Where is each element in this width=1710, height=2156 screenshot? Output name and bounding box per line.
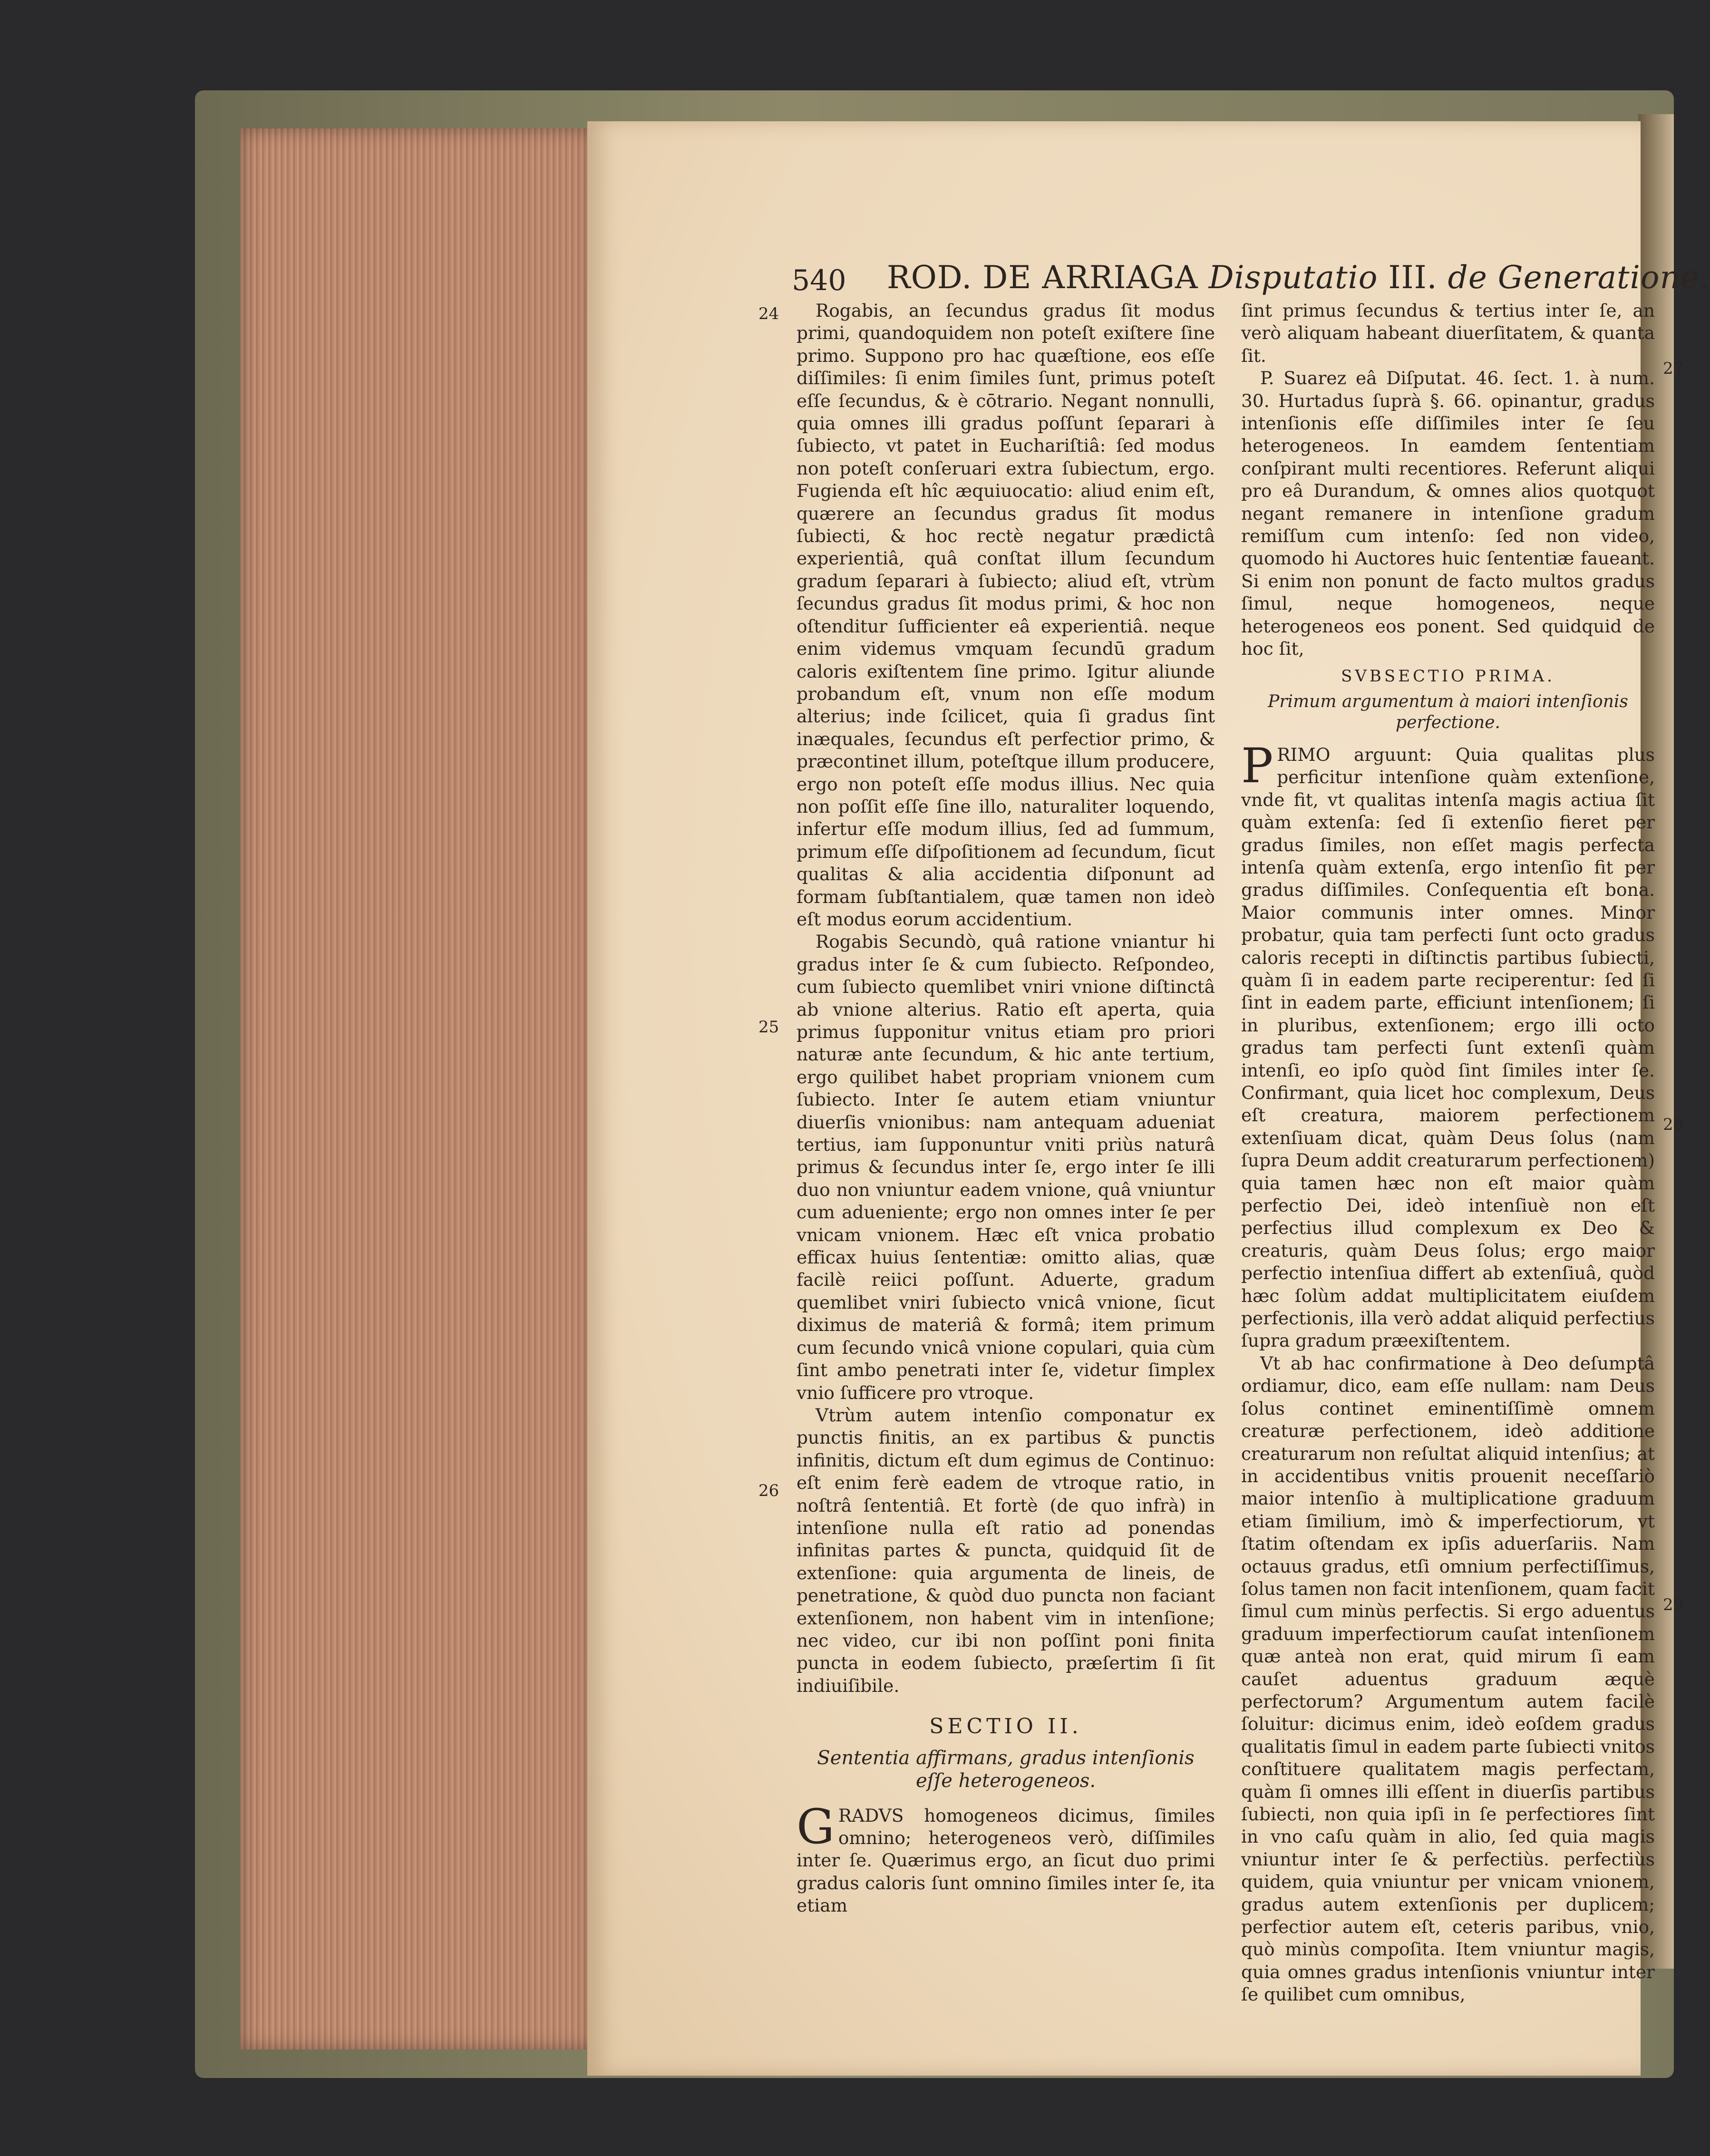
paragraph-28-text: RIMO arguunt: Quia qualitas plus perficitur intenſione quàm extenſione, vnde fit, vt qualitas intenſa magis actiua ſit quàm extenſa: ſed ſi extenſio fieret per gradus ſimiles, non eſſet magis perfecta intenſa quàm extenſa, ergo intenſio fit per gradus diſſimiles. Conſequentia eſt bona. Maior communis inter omnes. Minor probatur, quia tam perfecti ſunt octo gradus caloris recepti in diſtinctis partibus ſubiecti, quàm ſi in eadem parte reciperentur: ſed ſi ſint in eadem parte, efficiunt intenſionem; ſi in pluribus, extenſionem; ergo illi octo gradus tam perfecti ſunt extenſi quàm intenſi, eo ipſo quòd ſint ſimiles inter ſe. Confirmant, quia licet hoc complexum, Deus eſt creatura, maiorem perfectionem extenſiuam dicat, quàm Deus ſolus (nam ſupra Deum addit creaturarum perfectionem) quia tamen hæc non eſt maior quàm perfectio Dei, ideò intenſiuè non eſt perfectius illud complexum ex Deo & creaturis, quàm Deus ſolus; ergo maior perfectio intenſiua differt ab extenſiuâ, quòd hæc ſolùm addat multiplicitatem eiuſdem perfectionis, illa verò addat aliquid perfectius ſupra gradum præexiſtentem. xyxy=(1241,744,1655,1351)
right-column xyxy=(1241,300,1655,2006)
section-paragraph xyxy=(797,1798,1215,1917)
running-title-disputatio: Disputatio xyxy=(1208,259,1378,296)
subsection-title: SVBSECTIO PRIMA. xyxy=(1341,666,1555,686)
margin-number-24: 24 xyxy=(758,304,779,323)
page-fore-edge xyxy=(240,128,594,2049)
section-title: SECTIO II. xyxy=(929,1714,1082,1739)
drop-cap-p: P xyxy=(1241,738,1273,794)
margin-number-25: 25 xyxy=(758,1018,779,1037)
book-page xyxy=(587,121,1710,2076)
paragraph-26: Vtrùm autem intenſio componatur ex punctis finitis, an ex partibus & punctis infinitis, dictum eſt dum egimus de Continuo: eſt enim ferè eadem de vtroque ratio, in noſtrâ ſententiâ. Et fortè (de quo infrà) in intenſione nulla eſt ratio ad ponendas infinitas partes & puncta, quidquid ſit de extenſione: quia argumenta de lineis, de penetratione, & quòd duo puncta non faciant extenſionem, non habent vim in intenſione; nec video, cur ibi non poſſint poni finita puncta in eodem ſubiecto, præſertim ſi ſit indiuiſibile. xyxy=(797,1404,1215,1696)
section-subtitle: Sententia affirmans, gradus intenſionis eſſe heterogeneos. xyxy=(817,1747,1195,1792)
subsection-subtitle: Primum argumentum à maiori intenſionis perfectione. xyxy=(1268,691,1628,732)
margin-number-27: 27 xyxy=(1663,359,1684,378)
paragraph-28 xyxy=(1241,738,1655,1352)
section-paragraph-text: RADVS homogeneos dicimus, ſimiles omnino; heterogeneos verò, diſſimiles inter ſe. Quærimus ergo, an ſicut duo primi gradus caloris ſunt omnino ſimiles inter ſe, ita etiam xyxy=(797,1805,1215,1916)
margin-number-29: 29 xyxy=(1663,1595,1684,1614)
paragraph-continued: ſint primus ſecundus & tertius inter ſe, an verò aliquam habeant diuerſitatem, & quanta ſit. xyxy=(1241,300,1655,366)
page-number: 540 xyxy=(792,264,846,297)
running-title-author: ROD. DE ARRIAGA xyxy=(887,259,1198,296)
running-title xyxy=(887,259,1710,296)
running-title-numeral: III. xyxy=(1388,259,1438,296)
paragraph-29: Vt ab hac confirmatione à Deo deſumptâ ordiamur, dico, eam eſſe nullam: nam Deus ſolus continet eminentiſſimè omnem creaturæ perfectionem, ideò additione creaturarum non reſultat aliquid intenſius; at in accidentibus vnitis prouenit neceſſariò maior intenſio à multiplicatione graduum etiam ſimilium, imò & imperfectiorum, vt ſtatim oſtendam ex ipſis aduerſariis. Nam octauus gradus, etſi omnium perfectiſſimus, ſolus tamen non facit intenſionem, quam facit ſimul cum minùs perfectis. Si ergo aduentus graduum imperfectiorum cauſat intenſionem quæ anteà non erat, quid mirum ſi eam cauſet aduentus graduum æquè perfectorum? Argumentum autem facilè ſoluitur: dicimus enim, ideò eoſdem gradus qualitatis ſimul in eadem parte ſubiecti vnitos conſtituere qualitatem magis perfectam, quàm ſi omnes illi eſſent in diuerſis partibus ſubiecti, non quia ipſi in ſe perfectiores ſint in vno caſu quàm in alio, ſed quia magis vniuntur inter ſe & perfectiùs. perfectiùs quidem, quia vniuntur per vnicam vnionem, gradus autem extenſionis per duplicem; perfectior autem eſt, ceteris paribus, vnio, quò minùs compoſita. Item vniuntur magis, quia omnes gradus intenſionis vniuntur inter ſe quilibet cum omnibus, xyxy=(1241,1352,1655,2005)
margin-number-26: 26 xyxy=(758,1481,779,1500)
paragraph-27: P. Suarez eâ Diſputat. 46. ſect. 1. à num. 30. Hurtadus ſuprà §. 66. opinantur, gradus intenſionis eſſe diſſimiles inter ſe ſeu heterogeneos. In eamdem ſententiam conſpirant multi recentiores. Referunt aliqui pro eâ Durandum, & omnes alios quotquot negant remanere in intenſione gradum remiſſum cum intenſo: ſed non video, quomodo hi Auctores huic ſententiæ faueant. Si enim non ponunt de facto multos gradus ſimul, neque homogeneos, neque heterogeneos eos ponent. Sed quidquid de hoc ſit, xyxy=(1241,368,1655,660)
left-column xyxy=(797,300,1215,1917)
paragraph-24: Rogabis, an ſecundus gradus ſit modus primi, quandoquidem non poteſt exiſtere ſine primo. Suppono pro hac quæſtione, eos eſſe diſſimiles: ſi enim ſimiles ſunt, primus poteſt eſſe ſecundus, & è cōtrario. Negant nonnulli, quia omnes illi gradus poſſunt ſeparari à ſubiecto, vt patet in Euchariſtiâ: ſed modus non poteſt conſeruari extra ſubiectum, ergo. Fugienda eſt hîc æquiuocatio: aliud enim eſt, quærere an ſecundus gradus ſit modus ſubiecti, & hoc rectè negatur prædictâ experientiâ, quâ conſtat illum ſecundum gradum ſeparari à ſubiecto; aliud eſt, vtrùm ſecundus gradus ſit modus primi, & hoc non oſtenditur ſufficienter eâ experientiâ. neque enim videmus vmquam ſecundū gradum caloris exiſtentem ſine primo. Igitur aliunde probandum eſt, vnum non eſſe modum alterius; inde ſcilicet, quia ſi gradus ſint inæquales, ſecundus eſt perfectior primo, & præcontinet illum, poteſtque illum producere, ergo non poteſt eſſe modus illius. Nec quia non poſſit eſſe ſine illo, naturaliter loquendo, infertur eſſe modum illius, ſed ad ſummum, primum eſſe diſpoſitionem ad ſecundum, ſicut qualitas & alia accidentia diſponunt ad formam ſubſtantialem, quæ tamen non ideò eſt modus eorum accidentium. xyxy=(797,300,1215,930)
drop-cap-g: G xyxy=(797,1798,835,1855)
margin-number-28: 28 xyxy=(1663,1115,1684,1134)
paragraph-25: Rogabis Secundò, quâ ratione vniantur hi gradus inter ſe & cum ſubiecto. Reſpondeo, cum ſubiecto quemlibet vniri vnione diſtinctâ ab vnione alterius. Ratio eſt aperta, quia primus ſupponitur vnitus etiam pro priori naturæ ante ſecundum, & hic ante tertium, ergo quilibet habet propriam vnionem cum ſubiecto. Inter ſe autem etiam vniuntur diuerſis vnionibus: nam antequam adueniat tertius, iam ſupponuntur vniti priùs naturâ primus & ſecundus inter ſe, ergo inter ſe illi duo non vniuntur eadem vnione, quâ vniuntur cum adueniente; ergo non omnes inter ſe per vnicam vnionem. Hæc eſt vnica probatio efficax huius ſententiæ: omitto alias, quæ facilè reiici poſſunt. Aduerte, gradum quemlibet vniri ſubiecto vnicâ vnione, ſicut diximus de materiâ & formâ; item primum cum ſecundo vnicâ vnione copulari, quia cùm ſint ambo penetrati inter ſe, videtur ſimplex vnio ſufficere pro vtroque. xyxy=(797,931,1215,1403)
running-title-subject: de Generatione. xyxy=(1448,259,1710,296)
